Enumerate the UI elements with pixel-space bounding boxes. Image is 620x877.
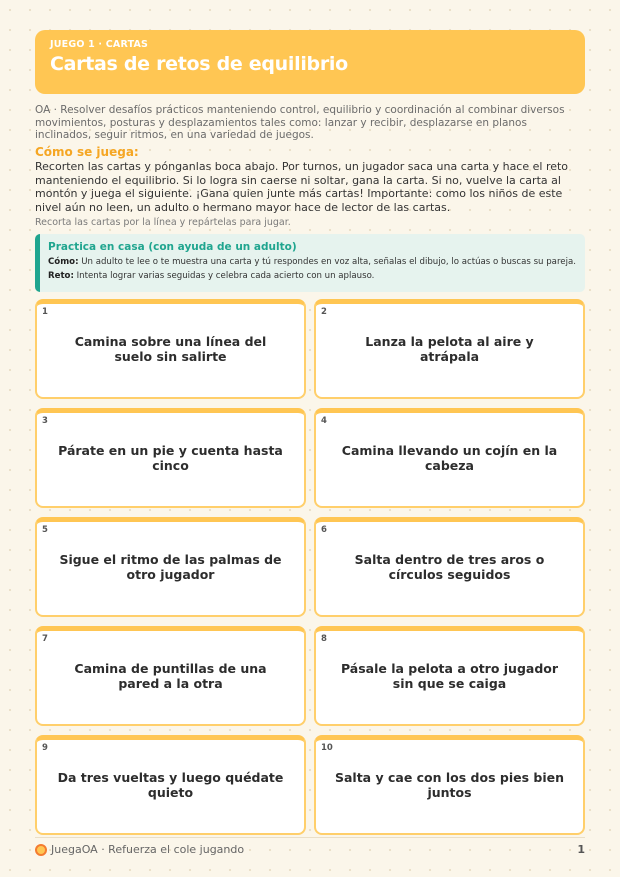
page-header [35, 30, 585, 94]
reto-text: Intenta lograr varias seguidas y celebra cada acierto con un aplauso. [73, 271, 375, 281]
como-label: Cómo: [48, 257, 79, 267]
page-title: Cartas de retos de equilibrio [50, 53, 348, 75]
cut-instructions: Recorta las cartas por la línea y repártelas para jugar. [35, 217, 291, 228]
challenge-card [314, 626, 585, 726]
card-number: 8 [321, 634, 327, 644]
card-number: 1 [42, 307, 48, 317]
challenge-card [314, 408, 585, 508]
card-text: Camina de puntillas de una pared a la otra [74, 661, 267, 691]
header-kicker: JUEGO 1 · CARTAS [50, 39, 149, 50]
card-text: Sigue el ritmo de las palmas de otro jugador [59, 552, 282, 582]
card-number: 10 [321, 743, 333, 753]
challenge-card [314, 735, 585, 835]
card-number: 2 [321, 307, 327, 317]
como-text: Un adulto te lee o te muestra una carta y tú respondes en voz alta, señalas el dibujo, lo actúas o buscas su pareja. [78, 257, 576, 267]
challenge-card [35, 299, 306, 399]
page-number: 1 [577, 843, 585, 856]
learning-objective: OA · Resolver desafíos prácticos manteniendo control, equilibrio y coordinación al combinar diversos movimientos, posturas y desplazamientos tales como: lanzar y recibir, desplazarse en planos inclinados, seguir ritmos, en una variedad de juegos. [35, 104, 565, 141]
challenge-card [314, 517, 585, 617]
card-number: 3 [42, 416, 48, 426]
card-number: 7 [42, 634, 48, 644]
challenge-card [314, 299, 585, 399]
home-practice-box [35, 234, 585, 292]
card-number: 5 [42, 525, 48, 535]
card-number: 9 [42, 743, 48, 753]
card-text: Camina llevando un cojín en la cabeza [341, 443, 558, 473]
reto-label: Reto: [48, 271, 74, 281]
challenge-card [35, 408, 306, 508]
challenge-card [35, 626, 306, 726]
card-number: 4 [321, 416, 327, 426]
card-number: 6 [321, 525, 327, 535]
card-text: Párate en un pie y cuenta hasta cinco [58, 443, 283, 473]
home-practice-title: Practica en casa (con ayuda de un adulto) [48, 241, 297, 253]
challenge-card [35, 517, 306, 617]
footer-divider [35, 837, 585, 838]
card-text: Lanza la pelota al aire y atrápala [365, 334, 534, 364]
footer [35, 843, 244, 856]
card-text: Salta y cae con los dos pies bien juntos [334, 770, 564, 800]
brand-logo-icon [35, 844, 47, 856]
how-to-text: Recorten las cartas y pónganlas boca abajo. Por turnos, un jugador saca una carta y hace el reto manteniendo el equilibrio. Si lo logra sin caerse ni soltar, gana la carta. Si no, vuelve la carta al montón y juega el siguiente. ¡Gana quien junte más cartas! Importante: como los niños de este nivel aún no leen, un adulto o hermano mayor hace de lector de las cartas. [35, 160, 569, 214]
footer-brand: JuegaOA · Refuerza el cole jugando [51, 843, 245, 856]
how-to-title: Cómo se juega: [35, 145, 139, 159]
home-practice-reto [48, 271, 575, 281]
card-text: Salta dentro de tres aros o círculos seguidos [354, 552, 545, 582]
card-text: Camina sobre una línea del suelo sin salirte [74, 334, 267, 364]
card-text: Pásale la pelota a otro jugador sin que se caiga [340, 661, 559, 691]
challenge-card [35, 735, 306, 835]
card-text: Da tres vueltas y luego quédate quieto [57, 770, 284, 800]
home-practice-como [48, 257, 575, 267]
